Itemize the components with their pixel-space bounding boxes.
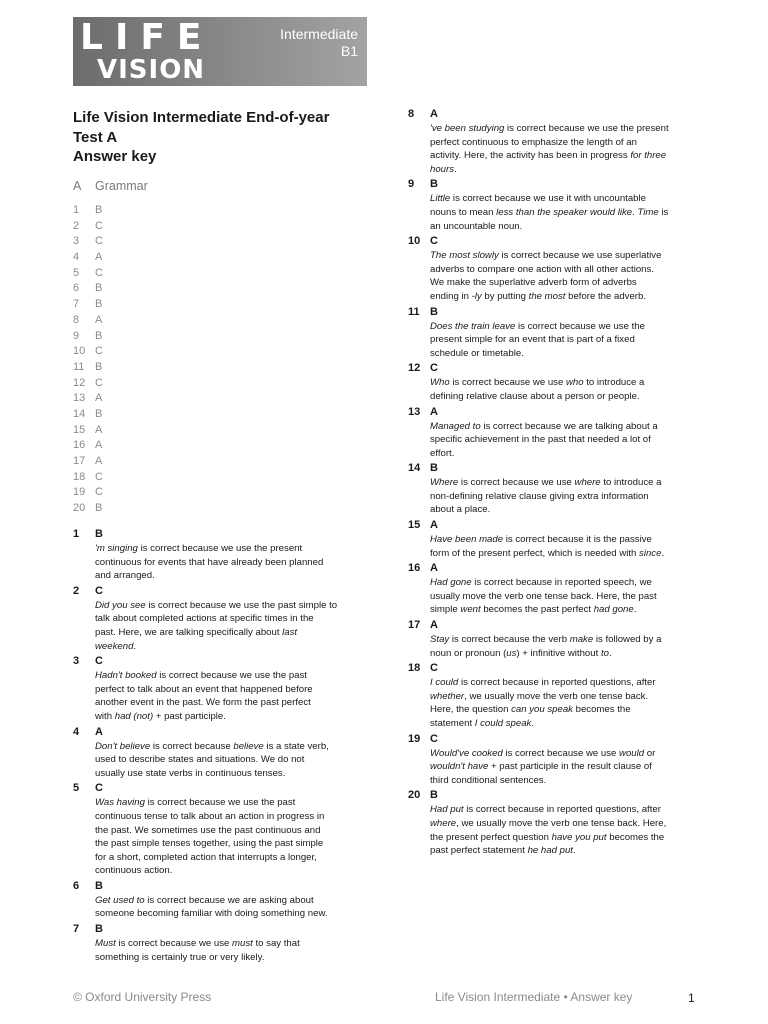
explanation-text: Managed to is correct because we are talking about a specific achievement in the past that needed a lot of effort. [430,420,658,459]
answer-key-number: 12 [73,376,86,389]
explanation-number: 8 [408,108,415,120]
answer-key-letter: A [95,392,103,405]
answer-key-number: 3 [73,235,80,248]
explanation-text: Would've cooked is correct because we use would or wouldn't have + past participle in the result clause of third conditional sentences. [430,747,656,786]
answer-key-letter: B [95,282,103,295]
explanation-number: 1 [73,528,80,540]
answer-key-list [73,203,103,517]
explanation-text: Was having is correct because we use the past continuous tense to talk about an action in progress in the past. We sometimes use the past continuous and the past simple tenses together, using the past simple for a short, completed action that interrupts a longer, continuous action. [95,797,325,877]
explanation-text: Must is correct because we use must to say that something is certainly true or very likely. [95,938,300,963]
answer-key-row [73,234,103,250]
answer-key-number: 8 [73,313,80,326]
explanation-number: 12 [408,362,421,375]
answer-key-letter: C [95,345,103,358]
explanation-item [73,922,345,964]
answer-key-number: 4 [73,251,80,264]
answer-key-letter: C [95,486,103,499]
explanation-text: I could is correct because in reported questions, after whether, we usually move the verb one tense back. Here, the question can you speak becomes the statement I could speak. [430,677,656,729]
answer-key-number: 13 [73,392,86,405]
answer-key-row [73,438,103,454]
explanation-answer: C [430,662,438,675]
explanation-answer: A [430,405,438,418]
explanation-number: 9 [408,178,415,191]
explanation-answer: C [95,655,103,668]
explanation-item [408,618,680,660]
answer-key-number: 9 [73,329,80,342]
title-line-1: Life Vision Intermediate End-of-year [73,109,330,126]
explanation-number: 20 [408,789,421,802]
explanation-item [408,405,680,461]
answer-key-number: 17 [73,455,86,467]
title-line-3: Answer key [73,148,157,165]
explanation-item [408,361,680,403]
answer-key-number: 16 [73,439,86,452]
explanation-text: Had put is correct because in reported questions, after where, we usually move the verb one tense back. Here, the present perfect question have you put becomes the past perfect statement he had put. [430,804,667,857]
answer-key-row [73,423,103,439]
document-title [73,108,373,167]
answer-key-number: 14 [73,407,86,420]
explanation-answer: C [430,362,438,375]
answer-key-letter: B [95,298,103,311]
answer-key-letter: B [95,407,103,420]
explanation-item [408,234,680,303]
explanation-answer: C [95,782,103,795]
explanation-item [408,107,680,176]
explanation-answer: B [430,178,438,191]
explanation-answer: A [95,725,103,738]
answer-key-number: 11 [73,360,85,373]
answer-key-letter: A [95,439,103,452]
copyright-footer: © Oxford University Press [73,990,212,1004]
answer-key-number: 2 [73,219,80,232]
explanation-answer: A [430,519,438,532]
explanation-item [408,788,680,857]
answer-key-row [73,329,103,345]
answer-key-number: 10 [73,345,86,358]
explanation-text: 'm singing is correct because we use the present continuous for events that have already been planned and arranged. [95,543,324,582]
answer-key-row [73,376,103,392]
answer-key-letter: C [95,376,103,389]
explanation-item [73,781,345,878]
explanation-answer: C [95,584,103,597]
explanation-text: Who is correct because we use who to introduce a defining relative clause about a person or people. [430,377,645,402]
answer-key-letter: B [95,360,103,373]
explanation-number: 10 [408,235,421,248]
explanation-answer: B [430,305,438,318]
answer-key-number: 18 [73,470,86,483]
explanation-number: 11 [408,305,420,318]
explanation-item [408,518,680,560]
explanation-item [408,561,680,617]
page-number: 1 [688,991,695,1005]
explanation-answer: A [430,619,438,632]
section-name: Grammar [95,179,148,193]
logo-vision-text: VISION [97,55,206,85]
explanation-item [73,654,345,723]
answer-key-letter: A [95,251,103,264]
explanation-item [73,879,345,921]
answer-key-number: 19 [73,486,86,499]
explanation-item [408,177,680,233]
title-line-2: Test A [73,128,118,146]
explanation-answer: C [430,235,438,248]
explanation-text: Hadn't booked is correct because we use the past perfect to talk about an event that happened before another event in the past. We form the past perfect with had (not) + past participle. [95,670,313,722]
explanation-number: 6 [73,879,80,892]
explanation-answer: B [95,879,103,892]
explanation-number: 4 [73,725,80,738]
explanation-number: 7 [73,923,80,936]
explanation-item [73,725,345,781]
answer-key-row [73,344,103,360]
explanation-answer: A [430,562,438,575]
explanation-number: 5 [73,782,80,795]
explanation-answer: C [430,732,438,745]
level-code: B1 [340,43,358,59]
explanation-number: 17 [408,619,421,632]
answer-key-row [73,250,103,266]
explanation-item [408,661,680,730]
answer-key-letter: C [95,219,103,232]
answer-key-row [73,266,103,282]
answer-key-letter: B [95,502,103,515]
answer-key-row [73,391,103,407]
answer-key-letter: C [95,266,103,279]
answer-key-row [73,219,103,235]
explanation-text: The most slowly is correct because we use superlative adverbs to compare one action with all other actions. We make the superlative adverb form of adverbs ending in -ly by putting the most before the adverb. [430,250,662,302]
answer-key-row [73,454,103,470]
answer-key-row [73,203,103,219]
explanation-number: 15 [408,519,421,532]
answer-key-row [73,470,103,486]
explanation-answer: B [430,462,438,475]
explanation-item [73,527,345,583]
explanations-column-left [73,527,345,965]
answer-key-row [73,281,103,297]
explanation-text: Get used to is correct because we are asking about someone becoming familiar with doing something new. [95,894,328,920]
answer-key-number: 7 [73,298,80,311]
explanations-column-right [408,107,680,859]
answer-key-row [73,297,103,313]
answer-key-row [73,313,103,329]
explanation-number: 19 [408,732,421,745]
explanation-text: Don't believe is correct because believe is a state verb, used to describe states and situations. We do not usually use state verbs in continuous tenses. [95,740,329,779]
answer-key-number: 15 [73,423,86,436]
answer-key-letter: C [95,235,103,248]
answer-key-letter: A [95,455,103,467]
explanation-text: Have been made is correct because it is the passive form of the present perfect, which is needed with since. [430,534,665,559]
answer-key-letter: C [95,470,103,483]
explanation-item [408,305,680,361]
explanation-number: 18 [408,662,421,675]
answer-key-letter: A [95,423,103,436]
level-name: Intermediate [280,26,358,42]
answer-key-row [73,407,103,423]
explanation-number: 13 [408,405,421,418]
explanation-text: Had gone is correct because in reported speech, we usually move the verb one tense back. Here, the past simple went becomes the past perfect had gone. [430,577,657,616]
explanation-number: 3 [73,655,80,668]
answer-key-row [73,485,103,501]
explanation-answer: B [95,923,103,936]
section-heading [73,179,148,193]
explanation-item [408,732,680,788]
logo-life-text: LIFE [80,17,214,58]
explanation-number: 14 [408,462,421,475]
answer-key-number: 20 [73,502,86,515]
answer-key-letter: B [95,204,103,216]
life-vision-logo [73,17,367,86]
explanation-text: Little is correct because we use it with uncountable nouns to mean less than the speaker would like. Time is an uncountable noun. [430,193,669,232]
section-letter: A [73,179,82,193]
explanation-item [73,584,345,653]
explanation-number: 16 [408,562,421,575]
explanation-answer: B [430,789,438,802]
answer-key-number: 6 [73,282,80,295]
explanation-item [408,461,680,517]
explanation-text: Where is correct because we use where to introduce a non-defining relative clause giving extra information about a place. [430,477,662,516]
explanation-text: 've been studying is correct because we use the present perfect continuous to emphasize the length of an activity. Here, the activity has been in progress for three hours. [430,123,669,175]
answer-key-letter: B [95,329,103,342]
explanation-text: Did you see is correct because we use the past simple to talk about completed actions at specific times in the past. Here, we are talking specifically about last weekend. [95,599,338,652]
explanation-answer: B [95,528,103,540]
answer-key-row [73,360,103,376]
explanation-answer: A [430,108,438,120]
level-badge [280,26,358,60]
book-footer: Life Vision Intermediate • Answer key [435,990,633,1004]
answer-key-number: 5 [73,266,80,279]
explanation-number: 2 [73,584,80,597]
explanation-text: Does the train leave is correct because we use the present simple for an event that is part of a fixed schedule or timetable. [430,320,645,359]
answer-key-letter: A [95,313,103,326]
explanation-text: Stay is correct because the verb make is followed by a noun or pronoun (us) + infinitive without to. [430,634,662,659]
answer-key-number: 1 [73,204,80,216]
answer-key-row [73,501,103,517]
